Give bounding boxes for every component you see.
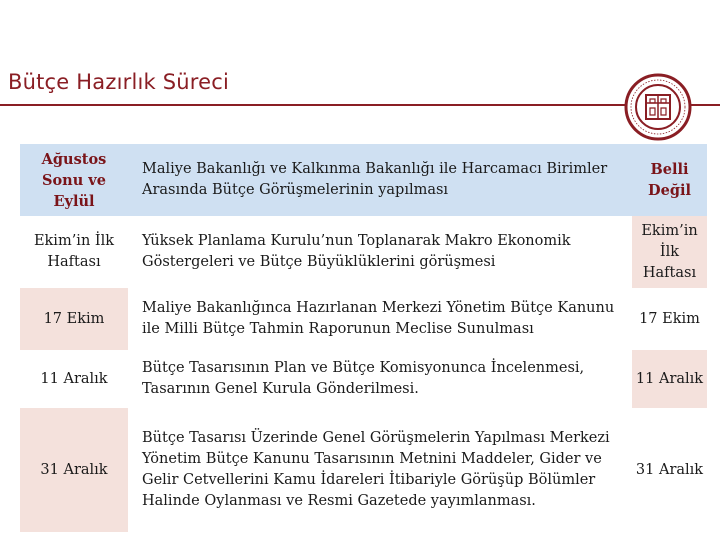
university-seal-icon [624,73,692,141]
table-row [20,144,707,216]
description-cell: Maliye Bakanlığınca Hazırlanan Merkezi Yönetim Bütçe Kanunu ile Milli Bütçe Tahmin Raporunun Meclise Sunulması [142,300,615,337]
budget-timeline-table [20,144,707,532]
description-cell: Bütçe Tasarısı Üzerinde Genel Görüşmelerin Yapılması Merkezi Yönetim Bütçe Kanunu Tasarısının Metnini Maddeler, Gider ve Gelir Cetvellerini Kamu İdareleri İtibariyle Görüşüp Bölümler Halinde Oylanması ve Resmi Gazetede yayımlanması. [142,430,610,509]
table-row [20,288,707,350]
slide-title: Bütçe Hazırlık Süreci [8,70,230,94]
description-cell: Bütçe Tasarısının Plan ve Bütçe Komisyonunca İncelenmesi, Tasarının Genel Kurula Gönderilmesi. [142,360,585,397]
deadline-cell: 17 Ekim [639,310,700,327]
date-cell: Ağustos Sonu ve Eylül [41,150,107,210]
description-cell: Yüksek Planlama Kurulu’nun Toplanarak Makro Ekonomik Göstergeleri ve Bütçe Büyüklüklerini görüşmesi [142,233,571,270]
date-cell: Ekim’in İlk Haftası [33,233,115,270]
table-row [20,216,707,288]
deadline-cell: 11 Aralık [632,350,707,408]
deadline-cell: Ekim’in İlk Haftası [632,216,707,288]
description-cell: Maliye Bakanlığı ve Kalkınma Bakanlığı ile Harcamacı Birimler Arasında Bütçe Görüşmelerinin yapılması [142,161,608,198]
deadline-cell: 31 Aralık [635,461,704,478]
date-cell: 11 Aralık [40,370,108,387]
date-cell: 17 Ekim [20,288,128,350]
date-cell: 31 Aralık [20,408,128,532]
table-row [20,350,707,408]
table-row [20,408,707,532]
deadline-cell: Belli Değil [648,161,691,199]
